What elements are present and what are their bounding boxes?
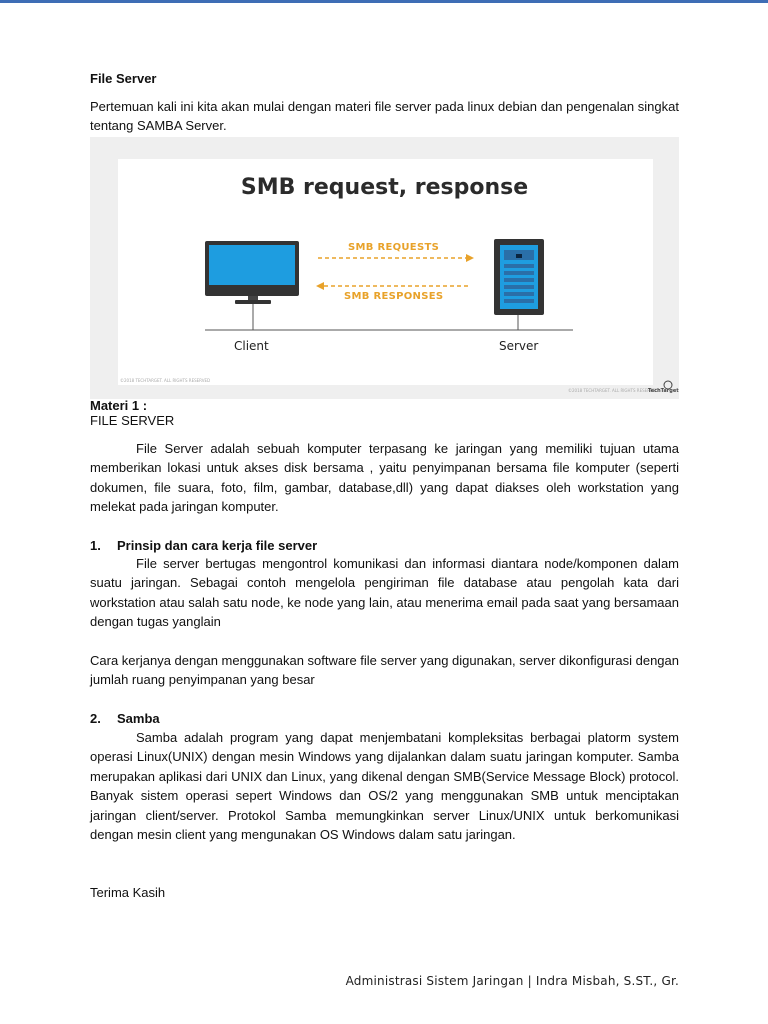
section2-heading [90, 711, 160, 726]
page-footer: Administrasi Sistem Jaringan | Indra Misbah, S.ST., Gr. [345, 974, 679, 988]
client-computer-icon [205, 241, 299, 304]
section1-number: 1. [90, 538, 101, 553]
closing-text: Terima Kasih [90, 885, 166, 900]
section1-heading [90, 538, 317, 553]
smb-requests-label: SMB REQUESTS [348, 242, 440, 253]
techtarget-logo: TechTarget [648, 388, 679, 394]
section2-paragraph: Samba adalah program yang dapat menjembatani kompleksitas berbagai platorm system operasi Linux(UNIX) dengan mesin Windows yang dijalankan dalam suatu jaringan komputer. Samba merupakan aplikasi dari UNIX dan Linux, yang dikenal dengan SMB(Service Message Block) protocol. Banyak sistem operasi sepert Windows dan OS/2 yang menggunakan SMB untuk menciptakan jaringan client/server. Protokol Samba memungkinkan server Linux/UNIX untuk berkomunikasi dengan mesin client yang mengunakan OS Windows dalam satu jaringan. [90, 730, 679, 843]
section1-title: Prinsip dan cara kerja file server [117, 538, 318, 553]
credit-left: ©2018 TECHTARGET. ALL RIGHTS RESERVED [120, 378, 211, 383]
section2-title: Samba [117, 711, 160, 726]
section2-number: 2. [90, 711, 101, 726]
materi-title: FILE SERVER [90, 413, 175, 428]
request-arrowhead [466, 254, 474, 262]
smb-responses-label: SMB RESPONSES [344, 291, 444, 302]
definition-paragraph: File Server adalah sebuah komputer terpasang ke jaringan yang memiliki tujuan utama memberikan lokasi untuk akses disk bersama , yaitu penyimpanan bersama file komputer (seperti dokumen, file suara, foto, film, gambar, database,dll) yang dapat diakses oleh workstation yang melekat pada jaringan komputer. [90, 441, 679, 515]
document-title: File Server [90, 71, 157, 86]
intro-paragraph: Pertemuan kali ini kita akan mulai dengan materi file server pada linux debian dan pengenalan singkat tentang SAMBA Server. [90, 99, 679, 133]
materi-label: Materi 1 : [90, 398, 148, 413]
diagram-title: SMB request, response [240, 175, 529, 200]
page-top-rule [0, 0, 768, 3]
client-label: Client [234, 339, 269, 353]
smb-diagram-figure [90, 137, 679, 399]
credit-right: ©2018 TECHTARGET. ALL RIGHTS RESERVED [568, 388, 659, 393]
section1-paragraph: File server bertugas mengontrol komunikasi dan informasi diantara node/komponen dalam suatu jaringan. Sebagai contoh mengelola pengiriman file database atau pengolah kata dari workstation atau salah satu node, ke node yang lain, atau menerima email pada saat yang bersamaan dengan tugas yanglain [90, 556, 679, 630]
response-arrowhead [316, 282, 324, 290]
server-label: Server [499, 339, 539, 353]
server-tower-icon [494, 239, 544, 315]
section1-paragraph-2: Cara kerjanya dengan menggunakan software file server yang digunakan, server dikonfigurasi dengan jumlah ruang penyimpanan yang besar [90, 653, 679, 688]
